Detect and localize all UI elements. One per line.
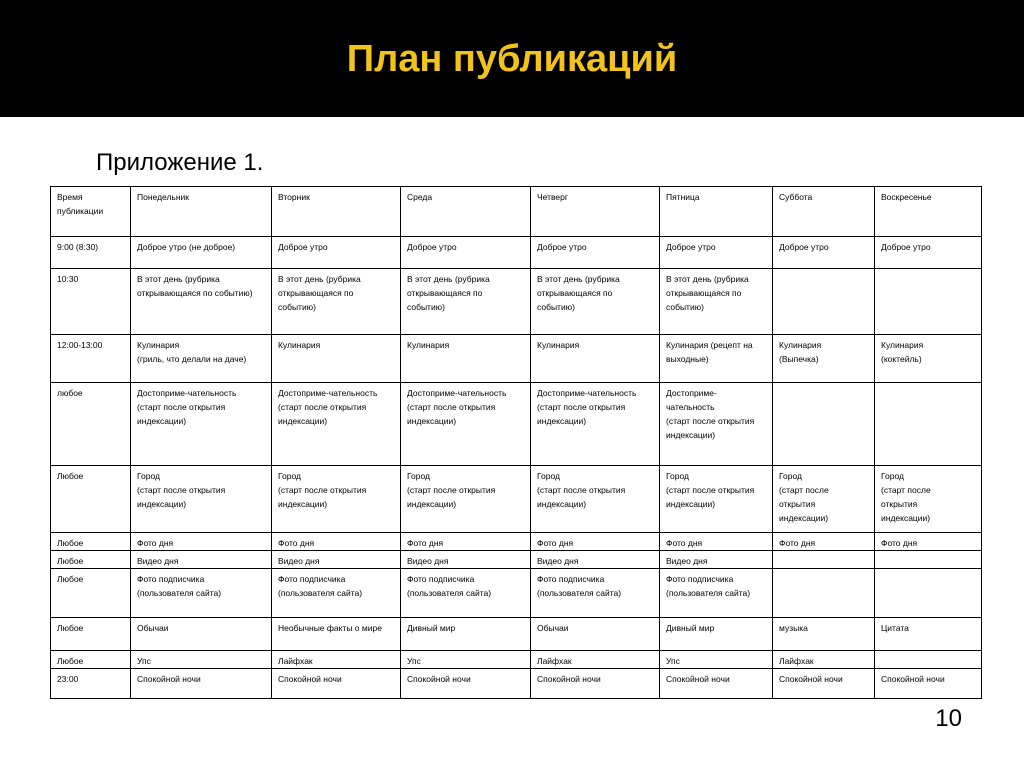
table-cell: Лайфхак	[773, 651, 875, 669]
header-cell: Суббота	[773, 187, 875, 237]
title-bar	[0, 0, 1024, 117]
table-cell: Доброе утро (не доброе)	[131, 237, 272, 269]
table-cell: Доброе утро	[875, 237, 982, 269]
table-cell	[875, 269, 982, 335]
table-row	[51, 551, 982, 569]
table-row	[51, 269, 982, 335]
table-cell: Достоприме- чательность (старт после открытия индексации)	[660, 383, 773, 466]
table-cell: Город (старт после открытия индексации)	[773, 466, 875, 533]
table-cell: Достоприме-чательность (старт после открытия индексации)	[401, 383, 531, 466]
table-cell: Видео дня	[660, 551, 773, 569]
header-cell: Время публикации	[51, 187, 131, 237]
table-cell: Кулинария	[272, 335, 401, 383]
header-cell: Понедельник	[131, 187, 272, 237]
table-cell: Спокойной ночи	[875, 669, 982, 699]
time-cell: 10:30	[51, 269, 131, 335]
header-cell: Воскресенье	[875, 187, 982, 237]
table-cell: Фото дня	[272, 533, 401, 551]
table-cell: В этот день (рубрика открывающаяся по событию)	[272, 269, 401, 335]
table-cell: В этот день (рубрика открывающаяся по событию)	[131, 269, 272, 335]
table-cell: Спокойной ночи	[531, 669, 660, 699]
table-cell	[875, 551, 982, 569]
table-cell: Доброе утро	[531, 237, 660, 269]
table-cell: Фото подписчика (пользователя сайта)	[131, 569, 272, 618]
time-cell: Любое	[51, 551, 131, 569]
table-cell: Доброе утро	[660, 237, 773, 269]
table-cell: Видео дня	[531, 551, 660, 569]
table-cell: Цитата	[875, 618, 982, 651]
time-cell: Любое	[51, 533, 131, 551]
table-cell: Необычные факты о мире	[272, 618, 401, 651]
table-cell: Доброе утро	[272, 237, 401, 269]
table-row	[51, 533, 982, 551]
table-cell: Фото дня	[773, 533, 875, 551]
table-cell: Спокойной ночи	[773, 669, 875, 699]
table-cell	[875, 651, 982, 669]
header-cell: Среда	[401, 187, 531, 237]
table-cell: Упс	[131, 651, 272, 669]
table-cell	[773, 551, 875, 569]
table-row	[51, 466, 982, 533]
table-cell: Фото дня	[131, 533, 272, 551]
table-cell: Кулинария	[531, 335, 660, 383]
table-cell: В этот день (рубрика открывающаяся по событию)	[660, 269, 773, 335]
table-cell: Фото подписчика (пользователя сайта)	[272, 569, 401, 618]
table-cell: Город (старт после открытия индексации)	[401, 466, 531, 533]
table-cell: Кулинария (рецепт на выходные)	[660, 335, 773, 383]
table-cell: музыка	[773, 618, 875, 651]
table-cell: Фото подписчика (пользователя сайта)	[531, 569, 660, 618]
table-cell: Видео дня	[401, 551, 531, 569]
time-cell: Любое	[51, 651, 131, 669]
table-cell: Достоприме-чательность (старт после открытия индексации)	[131, 383, 272, 466]
table-cell: Упс	[401, 651, 531, 669]
time-cell: 23:00	[51, 669, 131, 699]
table-cell: Кулинария (коктейль)	[875, 335, 982, 383]
slide-title: План публикаций	[346, 38, 678, 80]
time-cell: любое	[51, 383, 131, 466]
table-cell: Город (старт после открытия индексации)	[272, 466, 401, 533]
table-cell: Спокойной ночи	[131, 669, 272, 699]
time-cell: Любое	[51, 569, 131, 618]
table-cell: Лайфхак	[272, 651, 401, 669]
table-cell	[773, 269, 875, 335]
table-cell: В этот день (рубрика открывающаяся по событию)	[401, 269, 531, 335]
table-row	[51, 335, 982, 383]
time-cell: 9:00 (8:30)	[51, 237, 131, 269]
table-cell: Фото дня	[660, 533, 773, 551]
time-cell: Любое	[51, 466, 131, 533]
table-cell	[773, 569, 875, 618]
table-cell: Город (старт после открытия индексации)	[131, 466, 272, 533]
table-row	[51, 237, 982, 269]
table-cell: Город (старт после открытия индексации)	[660, 466, 773, 533]
slide-subtitle: Приложение 1.	[96, 149, 264, 176]
table-cell	[773, 383, 875, 466]
header-cell: Пятница	[660, 187, 773, 237]
table-header-row	[51, 187, 982, 237]
table-cell: Фото дня	[401, 533, 531, 551]
table-cell: Достоприме-чательность (старт после открытия индексации)	[531, 383, 660, 466]
header-cell: Вторник	[272, 187, 401, 237]
table-cell: Обычаи	[531, 618, 660, 651]
table-cell: Дивный мир	[660, 618, 773, 651]
table-cell: Доброе утро	[773, 237, 875, 269]
table-cell: Упс	[660, 651, 773, 669]
page-number: 10	[935, 705, 962, 732]
time-cell: 12:00-13:00	[51, 335, 131, 383]
table-cell: В этот день (рубрика открывающаяся по событию)	[531, 269, 660, 335]
table-cell: Достоприме-чательность (старт после открытия индексации)	[272, 383, 401, 466]
header-cell: Четверг	[531, 187, 660, 237]
table-row	[51, 669, 982, 699]
table-cell: Город (старт после открытия индексации)	[531, 466, 660, 533]
table-cell: Спокойной ночи	[401, 669, 531, 699]
table-row	[51, 569, 982, 618]
table-cell: Фото подписчика (пользователя сайта)	[660, 569, 773, 618]
table-cell: Спокойной ночи	[272, 669, 401, 699]
table-cell	[875, 569, 982, 618]
table-cell: Лайфхак	[531, 651, 660, 669]
table-cell	[875, 383, 982, 466]
table-row	[51, 383, 982, 466]
time-cell: Любое	[51, 618, 131, 651]
table-cell: Фото дня	[531, 533, 660, 551]
table-cell: Доброе утро	[401, 237, 531, 269]
table-cell: Фото дня	[875, 533, 982, 551]
table-cell: Город (старт после открытия индексации)	[875, 466, 982, 533]
table-cell: Видео дня	[272, 551, 401, 569]
table-cell: Видео дня	[131, 551, 272, 569]
table-cell: Спокойной ночи	[660, 669, 773, 699]
table-row	[51, 651, 982, 669]
table-cell: Кулинария (Выпечка)	[773, 335, 875, 383]
table-cell: Обычаи	[131, 618, 272, 651]
table-cell: Дивный мир	[401, 618, 531, 651]
publication-plan-table	[50, 186, 982, 699]
table-row	[51, 618, 982, 651]
table-cell: Фото подписчика (пользователя сайта)	[401, 569, 531, 618]
table-cell: Кулинария (гриль, что делали на даче)	[131, 335, 272, 383]
table-cell: Кулинария	[401, 335, 531, 383]
